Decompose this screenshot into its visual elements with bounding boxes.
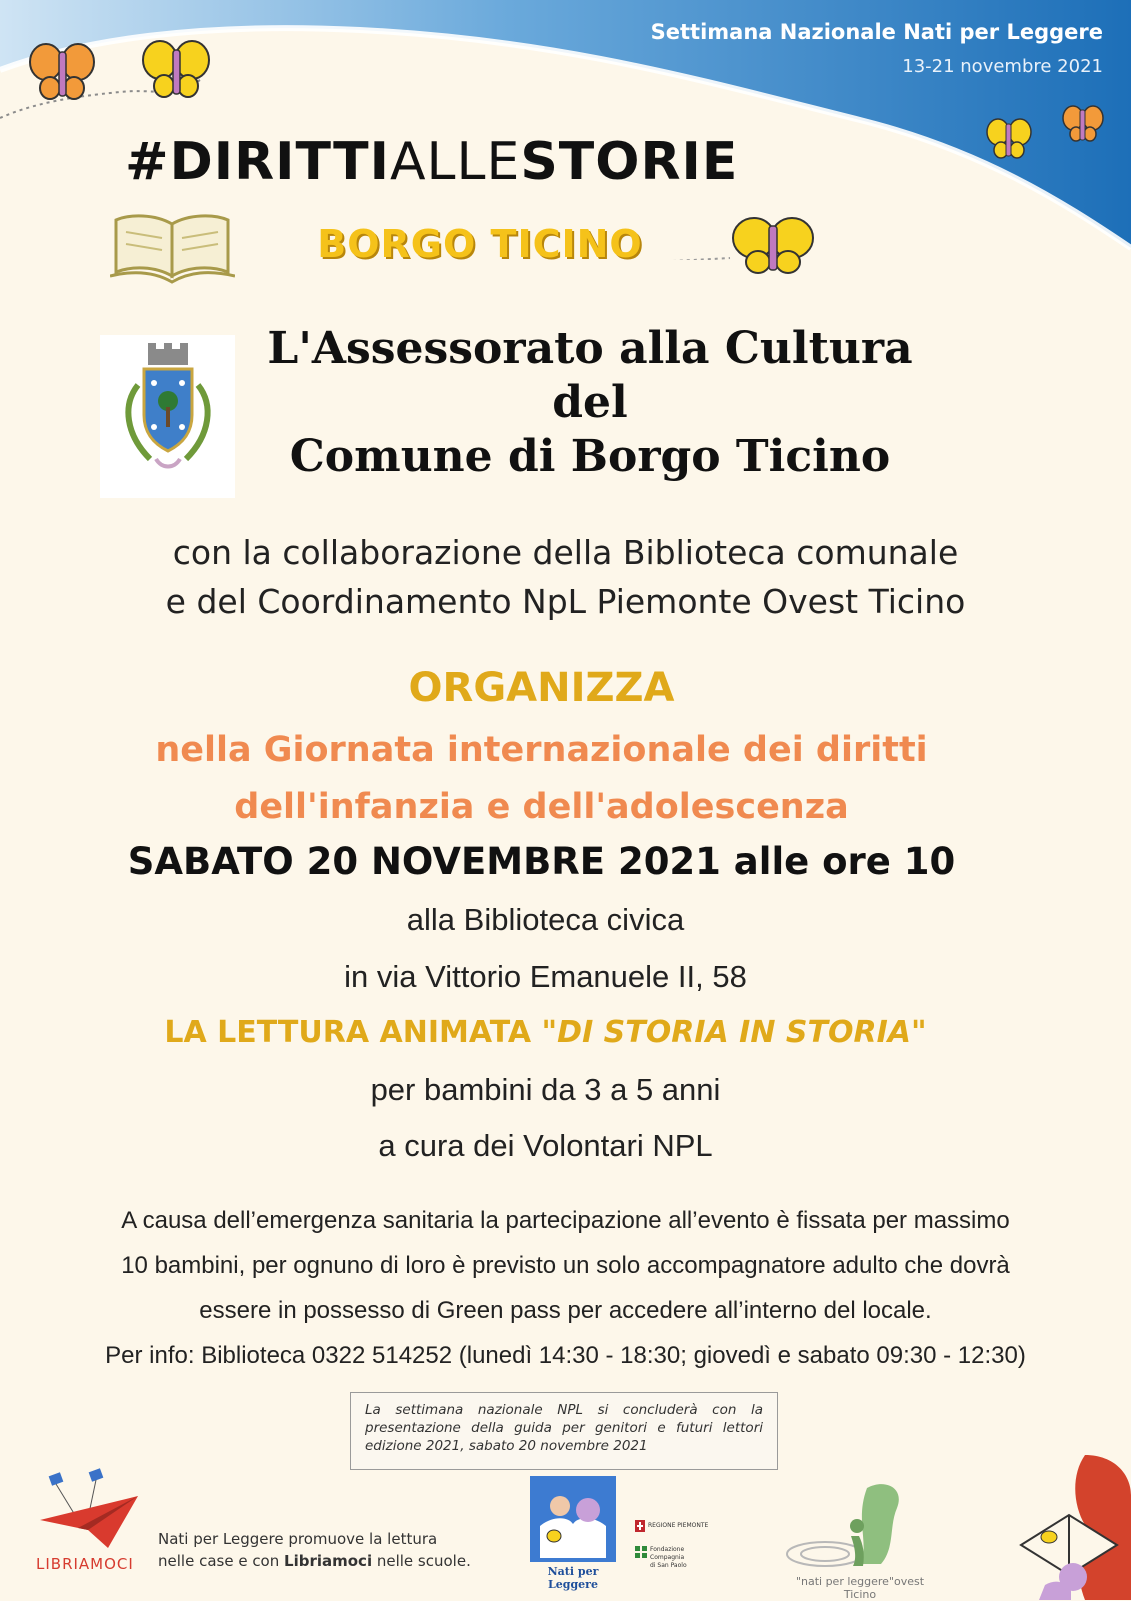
closing-note: La settimana nazionale NPL si concluderà con la presentazione della guida per genitori e futuri lettori edizione 2021, sabato 20 novembre 2021 xyxy=(350,1392,778,1470)
organizer-line: L'Assessorato alla Cultura xyxy=(267,323,913,374)
collaboration-line: e del Coordinamento NpL Piemonte Ovest Ticino xyxy=(165,582,966,621)
event-curator: a cura dei Volontari NPL xyxy=(378,1128,713,1163)
npl-promo-text xyxy=(158,1528,471,1572)
reading-title xyxy=(0,1015,1111,1050)
organizza-heading: ORGANIZZA xyxy=(408,665,675,711)
week-dates: 13-21 novembre 2021 xyxy=(902,56,1103,77)
collaboration-line: con la collaborazione della Biblioteca comunale xyxy=(172,533,959,572)
fondazione-logo-icon xyxy=(635,1546,647,1558)
location-title: BORGO TICINO xyxy=(317,222,643,266)
organizer-line: del xyxy=(552,377,628,428)
ovest-ticino-text: "nati per leggere"ovest Ticino xyxy=(795,1575,925,1601)
hashtag-part: ALLE xyxy=(389,132,521,192)
giornata-line: nella Giornata internazionale dei diritti xyxy=(155,730,928,770)
promo-line xyxy=(158,1550,471,1572)
notice-line: A causa dell’emergenza sanitaria la partecipazione all’evento è fissata per massimo xyxy=(121,1207,1010,1234)
fondazione-text: Fondazione Compagnia di San Paolo xyxy=(650,1546,687,1569)
hashtag-part: STORIE xyxy=(520,132,739,192)
notice-line: 10 bambini, per ognuno di loro è previsto un solo accompagnatore adulto che dovrà xyxy=(121,1252,1010,1279)
event-place: alla Biblioteca civica xyxy=(406,902,685,937)
open-book-icon xyxy=(110,210,235,284)
event-address: in via Vittorio Emanuele II, 58 xyxy=(344,959,747,994)
organizer-line: Comune di Borgo Ticino xyxy=(289,431,891,482)
promo-text: nelle case e con xyxy=(158,1552,285,1570)
butterfly-icon xyxy=(140,36,212,102)
butterfly-icon xyxy=(28,40,98,102)
promo-text: nelle scuole. xyxy=(372,1552,471,1570)
notice-line: essere in possesso di Green pass per accedere all’interno del locale. xyxy=(199,1297,932,1324)
libriamoci-logo-icon xyxy=(38,1468,143,1554)
regione-piemonte-logo-icon xyxy=(635,1520,645,1532)
event-datetime: SABATO 20 NOVEMBRE 2021 alle ore 10 xyxy=(127,840,956,883)
regione-text: REGIONE PIEMONTE xyxy=(648,1522,709,1529)
promo-bold: Libriamoci xyxy=(284,1552,373,1570)
municipal-crest xyxy=(100,335,235,498)
info-line: Per info: Biblioteca 0322 514252 (lunedì 14:30 - 18:30; giovedì e sabato 09:30 - 12:30) xyxy=(105,1342,1026,1369)
promo-line: Nati per Leggere promuove la lettura xyxy=(158,1530,438,1548)
butterfly-icon xyxy=(985,116,1033,160)
event-audience: per bambini da 3 a 5 anni xyxy=(370,1072,721,1107)
butterfly-icon xyxy=(1062,104,1104,144)
reading-name: "DI STORIA IN STORIA" xyxy=(541,1015,927,1050)
nati-per-leggere-logo-icon xyxy=(530,1476,616,1562)
week-title: Settimana Nazionale Nati per Leggere xyxy=(650,20,1103,44)
npl-logo-text: Nati per Leggere xyxy=(547,1565,599,1591)
libriamoci-label: LIBRIAMOCI xyxy=(36,1555,134,1573)
hashtag-part: #DIRITTI xyxy=(125,132,390,192)
reading-prefix: LA LETTURA ANIMATA xyxy=(164,1015,542,1050)
giornata-line: dell'infanzia e dell'adolescenza xyxy=(234,787,849,827)
child-reading-illustration-icon xyxy=(1015,1455,1131,1600)
hashtag-title xyxy=(125,132,738,192)
butterfly-icon xyxy=(730,212,816,278)
npl-ovest-ticino-logo-icon xyxy=(785,1468,935,1574)
crest-icon xyxy=(100,335,235,498)
